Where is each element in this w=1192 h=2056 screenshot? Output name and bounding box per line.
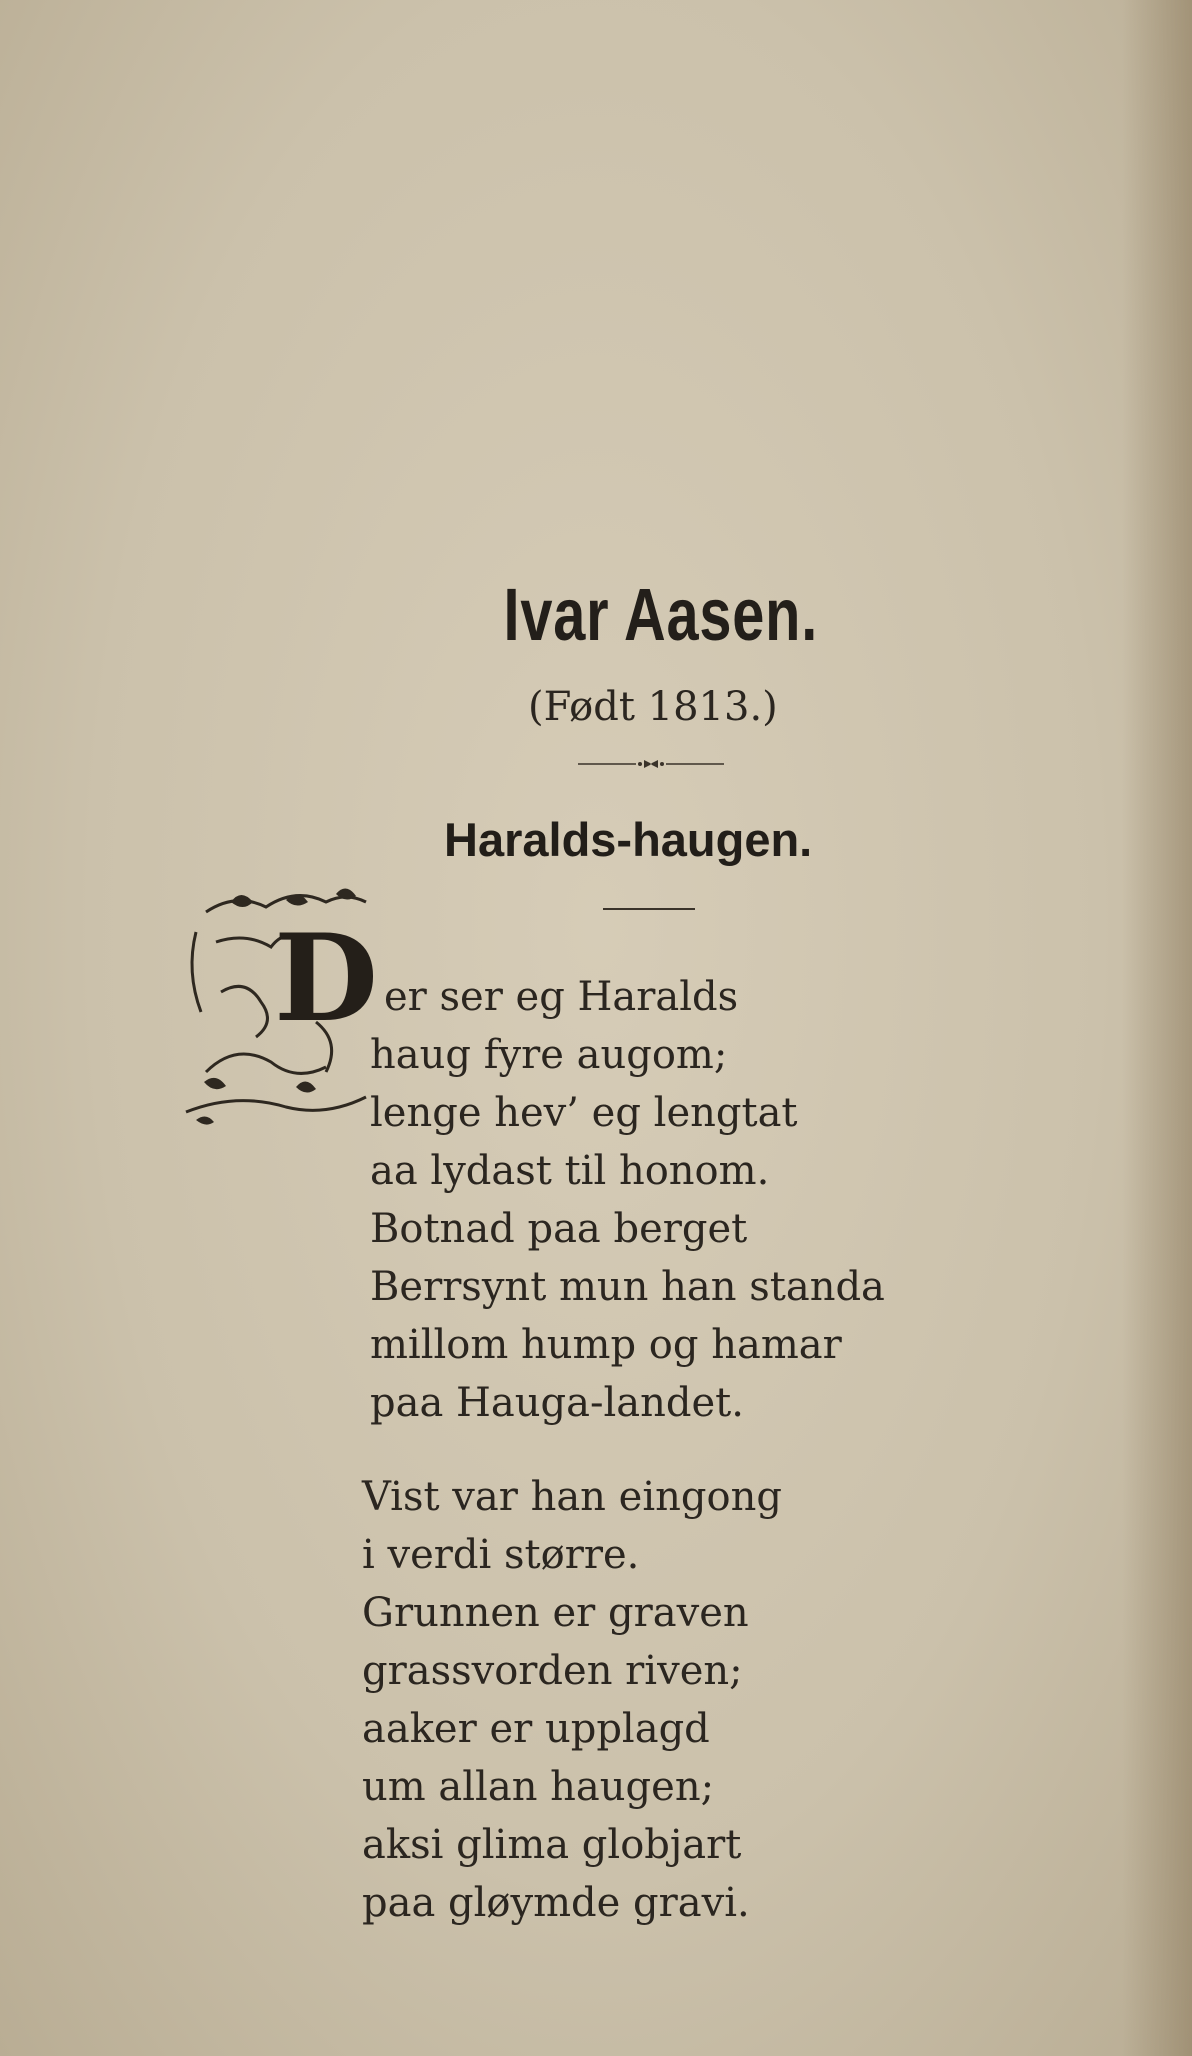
verse-line: er ser eg Haralds	[384, 974, 739, 1020]
stanza-2	[362, 1468, 782, 1932]
verse-line: Vist var han eingong	[362, 1474, 782, 1520]
title-rule	[603, 908, 695, 910]
verse-line: lenge hev’ eg lengtat	[370, 1090, 798, 1136]
verse-line: aksi glima globjart	[362, 1822, 742, 1868]
verse-line: aaker er upplagd	[362, 1706, 710, 1752]
verse-line: i verdi større.	[362, 1532, 640, 1578]
verse-line: millom hump og hamar	[370, 1322, 842, 1368]
ornament-divider	[578, 758, 724, 770]
verse-line: paa gløymde gravi.	[362, 1880, 750, 1926]
poem-title: Haralds-haugen.	[444, 813, 813, 866]
decorated-initial-d-icon	[176, 872, 396, 1132]
verse-line: Berrsynt mun han standa	[370, 1264, 885, 1310]
verse-line: Grunnen er graven	[362, 1590, 749, 1636]
birth-year: (Født 1813.)	[528, 684, 778, 730]
page-edge-shadow	[1122, 0, 1192, 2056]
verse-line: haug fyre augom;	[370, 1032, 728, 1078]
verse-line: aa lydast til honom.	[370, 1148, 770, 1194]
svg-text:D: D	[273, 908, 379, 1049]
verse-line: Botnad paa berget	[370, 1206, 748, 1252]
stanza-1	[370, 968, 885, 1432]
verse-line: um allan haugen;	[362, 1764, 715, 1810]
author-heading: Ivar Aasen.	[503, 573, 819, 656]
verse-line: paa Hauga-landet.	[370, 1380, 744, 1426]
verse-line: grassvorden riven;	[362, 1648, 743, 1694]
